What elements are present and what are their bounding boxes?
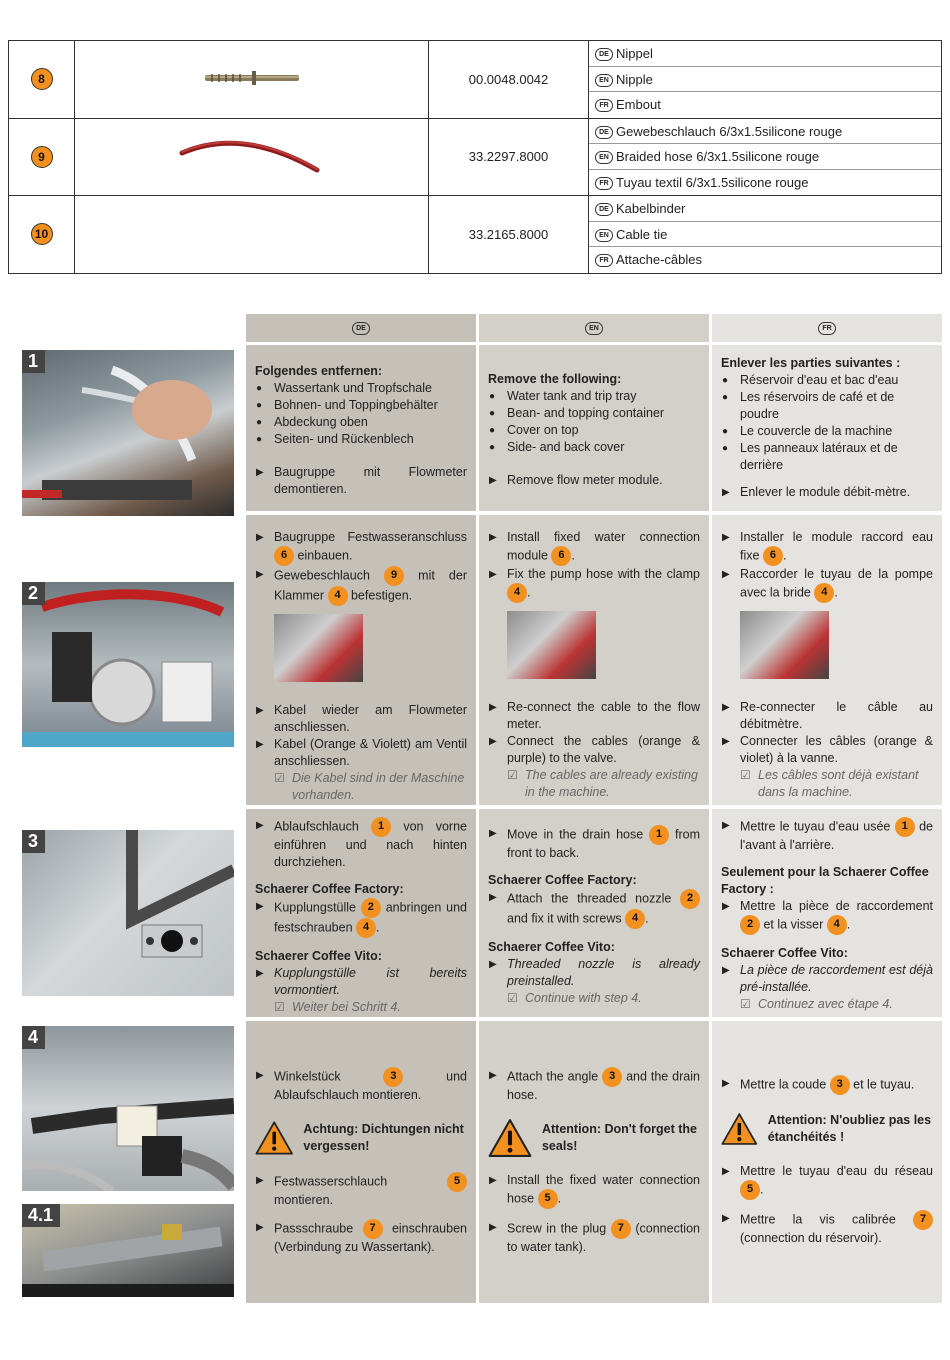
part-desc-en: Braided hose 6/3x1.5silicone rouge [616, 149, 820, 164]
warning-icon [255, 1114, 293, 1162]
step-3-text-en: ▶ Move in the drain hose 1 from front to back. Schaerer Coffee Factory: ▶ Attach the threaded nozzle 2 and fix it with screws 4 . Schaerer Coffee Vito: ▶ Threaded nozzle is already preinstalled. ☑ Continue with step 4. [479, 809, 709, 1017]
step-4-1-photo [22, 1204, 234, 1297]
step-4-text-fr: ▶ Mettre la coude 3 et le tuyau. Attention: N'oubliez pas les étanchéités ! ▶ Mettre le tuyau d'eau du réseau 5 . ▶ Mettre la vis calibrée 7 (connection du réservoir). [712, 1021, 942, 1303]
step-1-text-en: Remove the following: ● Water tank and trip tray ● Bean- and topping container ● Cover on top ● Side- and back cover ▶ Remove flow meter module. [479, 345, 709, 511]
step-label: 4 [22, 1026, 45, 1049]
part-desc-en: Cable tie [616, 226, 668, 242]
lang-fr-badge: FR [595, 254, 613, 267]
lang-en-badge: EN [595, 74, 613, 87]
lang-de-badge: DE [595, 48, 613, 61]
detail-photo [507, 611, 596, 679]
parts-table [8, 40, 942, 274]
part-code: 00.0048.0042 [429, 41, 589, 119]
warning-icon [721, 1105, 758, 1153]
lang-en-badge: EN [585, 322, 603, 335]
step-1-photo [22, 350, 234, 516]
column-header-en [479, 314, 709, 342]
table-row [9, 118, 942, 196]
step-3-text-de: ▶ Ablaufschlauch 1 von vorne einführen und nach hinten durchziehen. Schaerer Coffee Factory: ▶ Kupplungstülle 2 anbringen und festschrauben 4 . Schaerer Coffee Vito: ▶ Kupplungstülle ist bereits vormontiert. ☑ Weiter bei Schritt 4. [246, 809, 476, 1017]
part-desc-de: Nippel [616, 46, 653, 61]
part-number: 9 [31, 146, 53, 168]
step-2-text-fr: ▶ Installer le module raccord eau fixe 6 . ▶ Raccorder le tuyau de la pompe avec la bride 4 . ▶ Re-connecter le câble au débitmètre. ▶ Connecter les câbles (orange & violet) à la vanne. ☑ Les câbles sont déjà existant dans la machine. [712, 515, 942, 805]
step-3-text-fr: ▶ Mettre le tuyau d'eau usée 1 de l'avant à l'arrière. Seulement pour la Schaerer Coffee Factory : ▶ Mettre la pièce de raccordement 2 et la visser 4 . Schaerer Coffee Vito: ▶ La pièce de raccordement est déjà pré-installée. ☑ Continuez avec étape 4. [712, 809, 942, 1017]
part-number: 8 [31, 68, 53, 90]
lang-fr-badge: FR [595, 177, 613, 190]
step-4-text-en: ▶ Attach the angle 3 and the drain hose. Attention: Don't forget the seals! ▶ Install the fixed water connection hose 5 . ▶ Screw in the plug 7 (connection to water tank). [479, 1021, 709, 1303]
step-label: 3 [22, 830, 45, 853]
part-code: 33.2297.8000 [429, 118, 589, 196]
lang-fr-badge: FR [595, 99, 613, 112]
lang-fr-badge: FR [818, 322, 836, 335]
table-row [9, 196, 942, 274]
detail-photo [274, 614, 363, 682]
part-image-empty [75, 196, 429, 274]
step-2-photo [22, 582, 234, 747]
step-1-text-de: Folgendes entfernen: ● Wassertank und Tropfschale ● Bohnen- und Toppingbehälter ● Abdeckung oben ● Seiten- und Rückenblech ▶ Baugruppe mit Flowmeter demontieren. [246, 345, 476, 511]
part-desc-de: Gewebeschlauch 6/3x1.5silicone rouge [616, 123, 843, 139]
part-code: 33.2165.8000 [429, 196, 589, 274]
step-2-text-de: ▶ Baugruppe Festwasseranschluss 6 einbauen. ▶ Gewebeschlauch 9 mit der Klammer 4 befestigen. ▶ Kabel wieder am Flowmeter anschliessen. ▶ Kabel (Orange & Violett) am Ventil anschliessen. ☑ Die Kabel sind in der Maschine vorhanden. [246, 515, 476, 805]
table-row [9, 41, 942, 119]
step-1-text-fr: Enlever les parties suivantes : ● Réservoir d'eau et bac d'eau ● Les réservoirs de café et de poudre ● Le couvercle de la machine ● Les panneaux latéraux et de derrière ▶ Enlever le module débit-mètre. [712, 345, 942, 511]
part-desc-fr: Attache-câbles [616, 252, 702, 267]
part-desc-en: Nipple [616, 71, 653, 87]
lang-de-badge: DE [595, 126, 613, 139]
lang-en-badge: EN [595, 151, 613, 164]
warning-icon [488, 1114, 532, 1162]
part-number: 10 [31, 223, 53, 245]
part-desc-fr: Embout [616, 97, 661, 112]
lang-de-badge: DE [595, 203, 613, 216]
part-image-braided-hose [75, 118, 429, 196]
step-label: 1 [22, 350, 45, 373]
column-header-fr [712, 314, 942, 342]
lang-en-badge: EN [595, 229, 613, 242]
step-2-text-en: ▶ Install fixed water connection module 6 . ▶ Fix the pump hose with the clamp 4 . ▶ Re-connect the cable to the flow meter. ▶ Connect the cables (orange & purple) to the valve. ☑ The cables are already existing in the machine. [479, 515, 709, 805]
step-4-photo [22, 1026, 234, 1191]
step-label: 4.1 [22, 1204, 60, 1227]
column-header-de [246, 314, 476, 342]
detail-photo [740, 611, 829, 679]
step-label: 2 [22, 582, 45, 605]
step-4-text-de: ▶ Winkelstück 3 und Ablaufschlauch montieren. Achtung: Dichtungen nicht vergessen! ▶ Festwasserschlauch 5 montieren. ▶ Passschraube 7 einschrauben (Verbindung zu Wassertank). [246, 1021, 476, 1303]
step-3-photo [22, 830, 234, 996]
part-desc-fr: Tuyau textil 6/3x1.5silicone rouge [616, 174, 809, 190]
lang-de-badge: DE [352, 322, 370, 335]
part-desc-de: Kabelbinder [616, 201, 686, 216]
part-image-nipple [75, 41, 429, 119]
